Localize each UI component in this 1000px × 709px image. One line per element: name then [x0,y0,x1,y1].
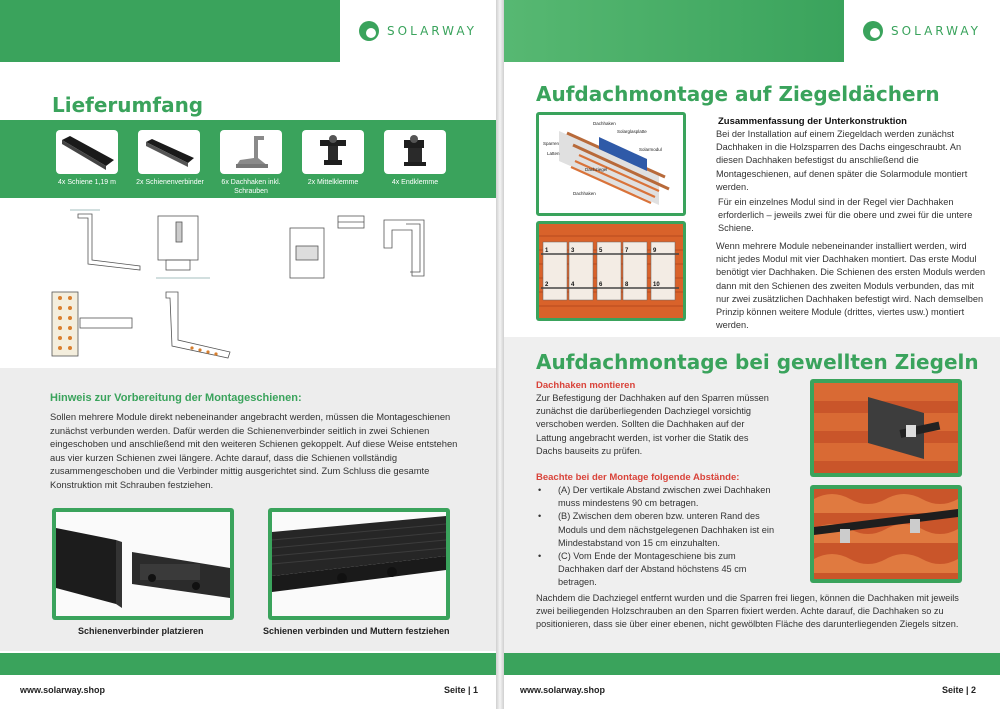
footer-url[interactable]: www.solarway.shop [20,685,106,695]
photo-connector-placement [52,508,234,620]
logo [340,0,496,62]
note-text: Sollen mehrere Module direkt nebeneinander angebracht werden, müssen die Montageschienen zunächst verbunden werden. Dafür werden die Schienenverbinder seitlich in zwei Schienen eingeschoben und anschließend mit den weiteren Schienen gekoppelt. Auf diese Weise entstehen aus vier kurzen Schienen zwei längere. Achte darauf, dass die Schienen vollständig zusammengeschoben und die Verbinder mittig ausgerichtet sind. Zum Schluss die gesamte Konstruktion mit Schrauben festziehen. [50,411,458,490]
closing-text: Nachdem die Dachziegel entfernt wurden und die Sparren frei liegen, können die Dachhaken mit jeweils zwei beiliegenden Holzschrauben an den Sparren fixiert werden. Achte darauf, die Dachhaken so zu positionieren, dass sie über einer ebenen, nicht gewölbten Fläche des darunterliegenden Ziegels sitzen. [536,593,959,630]
product-label: 2x Mittelklemme [307,179,359,186]
footer-band [504,653,1000,675]
note-heading: Hinweis zur Vorbereitung der Montageschienen: [50,392,302,404]
photo-tile-hook [810,379,962,477]
section-title: Aufdachmontage bei gewellten Ziegeln [536,350,979,374]
book-gutter [496,0,504,709]
grid-number: 3 [571,248,575,254]
solarway-logo-icon [359,21,379,41]
logo-text: SOLARWAY [891,24,981,38]
hooks-text: Zur Befestigung der Dachhaken auf den Sparren müssen zunächst die darüberliegenden Dachziegel vorsichtig verschoben werden. Sollten die Dachhaken auf der Lattung angebracht werden, ist vorher die Statik des Dachs bauseits zu prüfen. [536,393,769,456]
section-title: Aufdachmontage auf Ziegeldächern [536,82,940,106]
diagram-label: Dachhaken [593,121,616,126]
product-label: 6x Dachhaken inkl. Schrauben [221,179,281,195]
paragraph: Bei der Installation auf einem Ziegeldach werden zunächst Dachhaken in die Holzsparren des Dachs eingeschraubt. An diesen Dachhaken befestigst du anschließend die Montageschienen, auf denen später die Solarmodule montiert werden. [716,129,968,192]
footer-url[interactable]: www.solarway.shop [520,685,606,695]
roof-hook-icon [220,130,282,174]
diagram-label: Dachziegel [585,167,608,172]
diagram-label: Sparren [543,141,560,146]
mid-clamp-icon [302,130,364,174]
list-item: • (C) Vom Ende der Montageschiene bis zum Dachhaken darf der Abstand höchstens 45 cm betragen. [536,550,784,590]
photo-rails-connected [268,508,450,620]
module-layout-diagram [536,221,686,321]
page-2 [504,0,1000,709]
distance-list [536,484,784,590]
logo-text: SOLARWAY [387,24,477,38]
connector-icon [138,130,200,174]
rail-icon [56,130,118,174]
page-number: Seite | 2 [942,685,977,695]
diagram-label: Solarglasplatte [617,129,647,134]
product-label: 4x Endklemme [391,179,439,186]
product-label: 2x Schienenverbinder [136,179,204,186]
photo-caption: Schienen verbinden und Muttern festziehen [263,626,450,636]
photo-tile-rail [810,485,962,583]
product-label: 4x Schiene 1,19 m [58,179,116,186]
technical-drawings [0,200,496,366]
grid-number: 8 [625,282,629,288]
diagram-label: Latten [547,151,560,156]
list-item: • (A) Der vertikale Abstand zwischen zwei Dachhaken muss mindestens 90 cm betragen. [536,484,784,510]
photo-caption: Schienenverbinder platzieren [78,626,204,636]
grid-number: 9 [653,248,657,254]
page-number: Seite | 1 [444,685,479,695]
logo [844,0,1000,62]
grid-number: 2 [545,282,549,288]
paragraph: Wenn mehrere Module nebeneinander installiert werden, wird nicht jedes Modul mit vier Dachhaken montiert. Das erste Modul benötigt vier Dachhaken. Die Schienen des ersten Moduls werden dann mit den Schienen des zweiten Moduls verbunden, das mit nur zwei zusätzlichen Dachhaken befestigt wird. Nach demselben Prinzip können weitere Module (drittes, viertes usw.) montiert werden. [716,241,986,331]
summary-heading: Zusammenfassung der Unterkonstruktion [718,116,907,127]
end-clamp-icon [384,130,446,174]
diagram-label: Dachhaken [573,191,596,196]
diagram-label: Solarmodul [639,147,662,152]
grid-number: 10 [653,282,660,288]
grid-number: 5 [599,248,603,254]
hooks-heading: Dachhaken montieren [536,380,636,391]
page-1 [0,0,496,709]
header-band [0,0,340,62]
grid-number: 4 [571,282,575,288]
roof-structure-diagram [536,112,686,216]
grid-number: 1 [545,248,549,254]
distances-heading: Beachte bei der Montage folgende Abstände: [536,472,740,483]
paragraph: Für ein einzelnes Modul sind in der Regel vier Dachhaken erforderlich – jeweils zwei für die obere und zwei für die untere Schiene. [718,197,973,234]
list-item: • (B) Zwischen dem oberen bzw. unteren Rand des Moduls und dem nächstgelegenen Dachhaken ist ein Mindestabstand von 15 cm einzuhalten. [536,510,784,550]
grid-number: 7 [625,248,629,254]
solarway-logo-icon [863,21,883,41]
page-title: Lieferumfang [52,93,204,117]
header-band [504,0,844,62]
grid-number: 6 [599,282,603,288]
footer-band [0,653,496,675]
